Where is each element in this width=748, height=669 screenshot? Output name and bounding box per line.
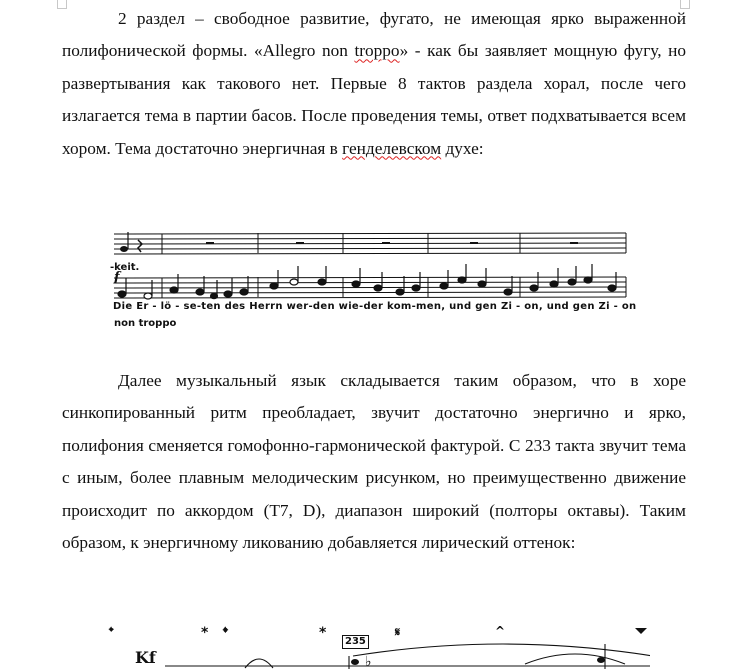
dynamic-marking: f [114,270,120,285]
paragraph-1-text: 2 раздел – свободное развитие, фугато, не имеющая ярко выраженной полифонической формы. «Allegro non [62,9,686,61]
score-staves [105,620,650,669]
dynamic-marking: Kf [135,648,156,667]
spelling-flagged-word[interactable]: troppo [354,41,400,61]
paragraph-2-text: Далее музыкальный язык складывается таким образом, что в хоре синкопированный ритм преобладает, звучит достаточно энергично и ярко, полифония сменяется гомофонно-гармонической фактурой. С 233 такта звучит тема с иным, более плавным мелодическим рисунком, но преимущественно движение происходит по аккордом (Т7, D), диапазон широкий (полторы октавы). Таким образом, к энергичному ликованию добавляется лирический оттенок: [62,371,686,553]
score-staves [110,222,630,328]
svg-text:^: ^ [495,624,506,638]
svg-text:𝄋: 𝄋 [395,625,401,639]
rehearsal-mark: 235 [342,635,369,649]
lyric-syllable: -keit. [110,262,140,273]
paragraph-1-text: духе: [441,138,484,158]
music-excerpt-2[interactable] [105,620,650,669]
svg-text:𝄌: 𝄌 [223,625,228,641]
lyrics-line: Die Er - lö - se-ten des Herrn wer-den wie-der kom-men, und gen Zi - on, und gen Zi - on [113,301,637,312]
svg-text:♭: ♭ [365,654,372,669]
spelling-flagged-word[interactable]: генделевском [342,138,442,158]
paragraph-2[interactable] [62,365,686,559]
svg-text:*: * [201,625,209,641]
svg-text:𝄌: 𝄌 [109,625,114,640]
music-excerpt-1[interactable] [110,222,637,329]
svg-text:*: * [319,625,327,641]
paragraph-1-text: » - как бы заявляет мощную фугу, но развертывания как такового нет. Первые 8 тактов раздела хорал, после чего излагается тема в партии басов. После проведения темы, ответ подхватывается всем хором. Тема достаточно энергичная в [62,41,686,158]
cutoff-text: non troppo [114,318,177,329]
paragraph-1[interactable] [62,3,686,165]
